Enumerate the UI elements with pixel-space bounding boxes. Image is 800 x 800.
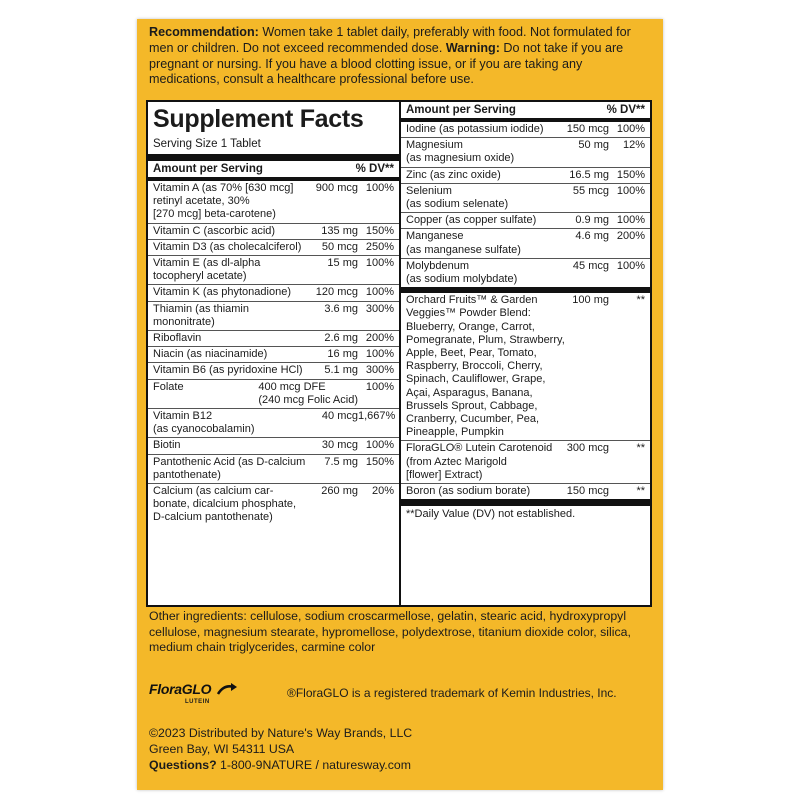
nutrient-name: Vitamin B12 (as cyanocobalamin) (153, 410, 255, 436)
nutrient-row (148, 484, 399, 526)
header-amount-right: Amount per Serving (406, 104, 516, 116)
nutrient-name: Selenium (as sodium selenate) (406, 184, 509, 211)
logo-brand: FloraGLO (149, 681, 212, 697)
nutrient-dv: 200% (616, 230, 645, 243)
nutrient-name: Vitamin K (as phytonadione) (153, 286, 291, 299)
nutrient-dv: 200% (365, 332, 394, 345)
warning-label: Warning: (445, 40, 500, 55)
facts-title: Supplement Facts (153, 105, 364, 133)
floraglo-logo (149, 681, 238, 705)
nutrient-dv: 100% (616, 123, 645, 135)
nutrient-row (148, 240, 399, 256)
nutrient-row (401, 484, 650, 499)
nutrient-row (148, 455, 399, 484)
nutrient-name: Pantothenic Acid (as D-calcium pantothenate) (153, 455, 306, 481)
distributor-line: ©2023 Distributed by Nature's Way Brands, LLC (149, 726, 413, 740)
nutrient-amount: 5.1 mg (324, 364, 358, 377)
recommendation-text (149, 25, 654, 88)
nutrient-amount: 16.5 mg (569, 168, 609, 181)
nutrient-row (401, 138, 650, 167)
nutrient-dv: 100% (365, 182, 394, 194)
nutrient-amount: 100 mg (572, 294, 609, 307)
nutrient-name: Molybdenum (as sodium molybdate) (406, 259, 518, 286)
nutrient-dv: ** (636, 294, 645, 307)
label-panel (137, 19, 663, 790)
nutrient-dv: 100% (365, 348, 394, 361)
nutrient-dv: 12% (622, 139, 645, 152)
nutrient-dv: 100% (365, 380, 394, 393)
nutrient-name: Manganese (as manganese sulfate) (406, 230, 521, 256)
nutrient-row (148, 347, 399, 363)
questions-contact: 1-800-9NATURE / naturesway.com (216, 758, 411, 772)
nutrient-amount: 150 mcg (566, 485, 609, 498)
nutrient-name: Vitamin B6 (as pyridoxine HCl) (153, 364, 303, 377)
nutrient-dv: 100% (616, 214, 645, 227)
nutrient-amount: 400 mcg DFE (240 mcg Folic Acid) (258, 380, 358, 406)
nutrient-row (401, 122, 650, 138)
nutrient-row (148, 285, 399, 301)
nutrient-dv: 100% (616, 259, 645, 272)
nutrient-dv: 150% (365, 455, 394, 468)
nutrient-amount: 55 mcg (572, 184, 609, 197)
questions-label: Questions? (149, 758, 217, 772)
logo-sub: LUTEIN (185, 699, 210, 705)
nutrient-amount: 50 mg (578, 139, 609, 152)
nutrient-name: Thiamin (as thiamin mononitrate) (153, 302, 249, 328)
nutrient-amount: 50 mcg (321, 240, 358, 253)
nutrient-name: Biotin (153, 439, 181, 452)
nutrient-name: Folate (153, 380, 184, 393)
nutrient-amount: 30 mcg (321, 439, 358, 452)
nutrient-amount: 150 mcg (566, 123, 609, 135)
serving-size: Serving Size 1 Tablet (153, 138, 261, 150)
nutrient-amount: 45 mcg (572, 259, 609, 272)
nutrient-name: Copper (as copper sulfate) (406, 214, 537, 227)
nutrient-amount: 40 mcg (321, 410, 358, 423)
nutrient-dv: ** (636, 442, 645, 455)
left-column-header (148, 161, 399, 181)
nutrient-dv: 150% (365, 224, 394, 237)
nutrient-row (148, 331, 399, 347)
nutrient-amount: 4.6 mg (575, 230, 609, 243)
nutrient-name: Orchard Fruits™ & Garden Veggies™ Powder Blend: Blueberry, Orange, Carrot, Pomegranate, Plum, Strawberry, Apple, Beet, Pear, Tomato, Raspberry, Broccoli, Cherry, Spinach, Cauliflower, Grape, Açai, Asparagus, Banana, Brussels Sprout, Cabbage, Cranberry, Cucumber, Pea, Pineapple, Pumpkin (406, 294, 565, 439)
header-amount: Amount per Serving (153, 163, 263, 175)
nutrient-dv: 100% (365, 257, 394, 270)
nutrient-name: Zinc (as zinc oxide) (406, 168, 501, 181)
right-rows-blend (401, 293, 650, 499)
nutrient-row (148, 438, 399, 454)
nutrient-amount: 15 mg (327, 257, 358, 270)
warning-body: Do not take if you are pregnant or nursing. If you have a blood clotting issue, or if you are taking any medications, consult a healthcare professional before use. (149, 40, 624, 87)
nutrient-name: Boron (as sodium borate) (406, 485, 531, 498)
nutrient-name: Vitamin E (as dl-alpha tocopheryl acetate) (153, 257, 261, 283)
flower-arrow-icon (216, 682, 238, 698)
nutrient-name: Riboflavin (153, 332, 202, 345)
nutrient-amount: 260 mg (321, 485, 358, 498)
facts-left-column (148, 102, 401, 605)
supplement-facts-box (146, 100, 652, 607)
nutrient-amount: 135 mg (321, 224, 358, 237)
nutrient-dv: 150% (616, 168, 645, 181)
divider-thick-bottom (401, 499, 650, 506)
nutrient-row (401, 168, 650, 184)
nutrient-name: Calcium (as calcium car- bonate, dicalcium phosphate, D-calcium pantothenate) (153, 485, 297, 524)
nutrient-dv: 100% (365, 439, 394, 452)
right-rows (401, 122, 650, 287)
nutrient-amount: 0.9 mg (575, 214, 609, 227)
daily-value-footnote: **Daily Value (DV) not established. (406, 508, 576, 521)
header-dv: % DV** (355, 163, 394, 175)
nutrient-amount: 3.6 mg (324, 302, 358, 315)
nutrient-dv: 100% (365, 286, 394, 299)
nutrient-row (401, 213, 650, 229)
left-rows (148, 181, 399, 526)
nutrient-row (148, 409, 399, 438)
address-line: Green Bay, WI 54311 USA (149, 742, 295, 756)
recommendation-body: Women take 1 tablet daily, preferably with food. Not formulated for men or children. Do not exceed recommended dose. (149, 25, 631, 55)
nutrient-dv: 250% (365, 240, 394, 253)
nutrient-row (148, 224, 399, 240)
nutrient-row (148, 256, 399, 285)
nutrient-amount: 2.6 mg (324, 332, 358, 345)
divider-thick (148, 154, 399, 161)
nutrient-amount: 300 mcg (566, 442, 609, 455)
nutrient-dv: 300% (365, 302, 394, 315)
nutrient-row (148, 380, 399, 409)
header-dv-right: % DV** (606, 104, 645, 116)
nutrient-dv: 20% (371, 485, 394, 498)
nutrient-row (401, 441, 650, 484)
right-column-header (401, 102, 650, 122)
nutrient-name: Vitamin A (as 70% [630 mcg] retinyl acetate, 30% [270 mcg] beta-carotene) (153, 182, 294, 221)
questions-line (149, 757, 412, 773)
nutrient-row (148, 181, 399, 224)
nutrient-amount: 7.5 mg (324, 455, 358, 468)
nutrient-name: Iodine (as potassium iodide) (406, 123, 544, 135)
nutrient-row (148, 363, 399, 379)
nutrient-row (401, 184, 650, 213)
other-ingredients: Other ingredients: cellulose, sodium croscarmellose, gelatin, stearic acid, hydroxypropyl cellulose, magnesium stearate, hypromellose, polydextrose, titanium dioxide color, silica, medium chain triglycerides, carmine color (149, 609, 631, 655)
nutrient-dv: 1,667% (358, 410, 396, 423)
nutrient-dv: 300% (365, 364, 394, 377)
nutrient-name: Magnesium (as magnesium oxide) (406, 139, 515, 165)
nutrient-name: FloraGLO® Lutein Carotenoid (from Aztec Marigold [flower] Extract) (406, 442, 553, 481)
nutrient-row (401, 229, 650, 258)
recommendation-label: Recommendation: (149, 25, 259, 39)
nutrient-amount: 900 mcg (315, 182, 358, 194)
nutrient-row (401, 293, 650, 441)
nutrient-amount: 120 mcg (315, 286, 358, 299)
nutrient-name: Vitamin C (ascorbic acid) (153, 224, 276, 237)
facts-right-column (401, 102, 650, 605)
nutrient-amount: 16 mg (327, 348, 358, 361)
distribution-info (149, 725, 412, 773)
nutrient-row (148, 302, 399, 331)
nutrient-name: Niacin (as niacinamide) (153, 348, 268, 361)
nutrient-name: Vitamin D3 (as cholecalciferol) (153, 240, 302, 253)
nutrient-dv: ** (636, 485, 645, 498)
trademark-notice: ®FloraGLO is a registered trademark of Kemin Industries, Inc. (287, 686, 617, 700)
nutrient-row (401, 259, 650, 287)
nutrient-dv: 100% (616, 184, 645, 197)
